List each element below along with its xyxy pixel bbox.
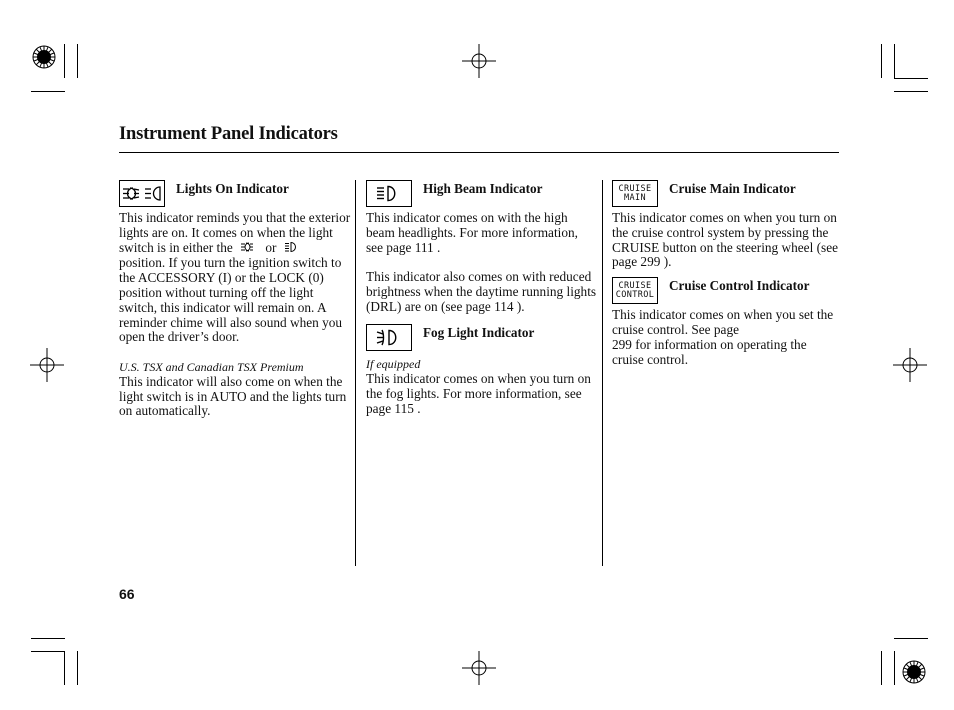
paragraph: This indicator comes on with the high beam headlights. For more information, see page 111 . — [366, 210, 578, 255]
cruise-main-icon: CRUISE MAIN — [612, 180, 658, 207]
section-title: Cruise Control Indicator — [669, 278, 810, 294]
section-lights-on-header — [119, 180, 351, 210]
lights-on-icon — [119, 180, 165, 207]
section-title: Lights On Indicator — [176, 181, 289, 196]
paragraph: This indicator reminds you that the exterior lights are on. It comes on when the light switch is in either the or position. If you turn the ignition switch to the ACCESSORY (I) or the LOCK (0) position without turning off the light switch, this indicator will remain on. A reminder chime will also sound when you open the driver’s door. — [119, 210, 351, 345]
section-cruise-main-header — [612, 180, 840, 210]
section-fog-light-header — [366, 325, 598, 357]
section-title: High Beam Indicator — [423, 181, 543, 196]
crosshair-right — [893, 348, 927, 382]
starburst-mark-top-left — [33, 46, 55, 68]
section-title: Fog Light Indicator — [423, 325, 535, 341]
paragraph: This indicator comes on when you turn on the cruise control system by pressing the CRUISE button on the steering wheel (see page 299 ). — [612, 210, 839, 270]
title-rule — [119, 152, 839, 153]
column-2 — [366, 180, 598, 417]
paragraph: This indicator will also come on when the light switch is in AUTO and the lights turn on automatically. — [119, 373, 347, 419]
crosshair-left — [30, 348, 64, 382]
column-divider — [355, 180, 356, 566]
fog-light-icon — [366, 324, 412, 351]
paragraph: This indicator also comes on with reduced brightness when the daytime running lights (DRL) are on (see page 114 ). — [366, 269, 597, 314]
section-cruise-control-header — [612, 277, 840, 307]
paragraph: 299 for information on operating the cruise control. — [612, 336, 807, 367]
starburst-mark-bottom-right — [903, 661, 925, 683]
paragraph: This indicator comes on when you set the cruise control. See page — [612, 307, 834, 337]
parking-light-icon — [236, 241, 262, 257]
headlight-icon — [280, 241, 306, 257]
page-title: Instrument Panel Indicators — [119, 124, 338, 144]
crosshair-top — [462, 44, 496, 78]
crosshair-bottom — [462, 651, 496, 685]
applicability-note: U.S. TSX and Canadian TSX Premium — [119, 360, 304, 375]
high-beam-icon — [366, 180, 412, 207]
page-number: 66 — [119, 586, 135, 602]
column-divider — [602, 180, 603, 566]
section-high-beam-header — [366, 180, 598, 210]
section-title: Cruise Main Indicator — [669, 181, 796, 196]
paragraph: This indicator comes on when you turn on the fog lights. For more information, see page 115 . — [366, 371, 591, 416]
column-3 — [612, 180, 840, 367]
cruise-control-icon: CRUISE CONTROL — [612, 277, 658, 304]
applicability-note: If equipped — [366, 357, 421, 372]
column-1 — [119, 180, 351, 419]
